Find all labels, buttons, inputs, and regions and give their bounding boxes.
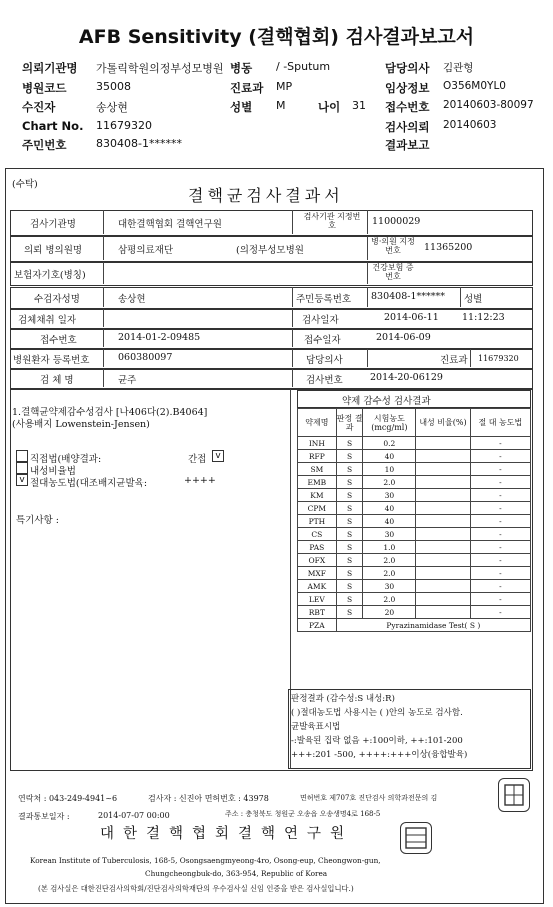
drug-cell: S: [336, 463, 363, 476]
absolute-method-checkbox: v: [16, 474, 28, 486]
dept-form-value: 11679320: [478, 354, 519, 363]
requesting-org-label: 의뢰기관명: [22, 61, 78, 75]
drug-cell: S: [336, 593, 363, 606]
drug-row: [298, 450, 531, 463]
drug-cell: -: [470, 450, 530, 463]
drug-row: [298, 554, 531, 567]
drug-cell: [416, 476, 470, 489]
proportion-method-checkbox: [16, 462, 28, 474]
drug-cell: S: [336, 437, 363, 450]
director-seal: [498, 778, 530, 812]
drug-cell: 40: [363, 502, 416, 515]
criteria-line5: +++:201 -500, ++++:+++이상(융합발육): [291, 750, 468, 760]
report-title: AFB Sensitivity (결핵협회) 검사결과보고서: [78, 26, 475, 48]
age-value: 31: [352, 99, 366, 112]
drug-cell: PTH: [298, 515, 337, 528]
exam-number-label: 검사번호: [306, 375, 343, 386]
drug-cell: SM: [298, 463, 337, 476]
drug-cell: [416, 541, 470, 554]
patient-value: 송상현: [96, 101, 128, 114]
drug-cell: EMB: [298, 476, 337, 489]
drug-header-result: 판정 결과: [336, 409, 363, 437]
footer-address-en2: Chungcheongbuk-do, 363-954, Republic of Korea: [145, 869, 328, 878]
dept-form-label: 진료과: [440, 355, 468, 366]
doctor-value: 김관형: [443, 62, 474, 74]
lab-value: 대한결핵협회 결핵연구원: [118, 219, 222, 230]
drug-cell: PAS: [298, 541, 337, 554]
drug-cell: S: [336, 450, 363, 463]
insurance-card-label: 건강보험 증번호: [372, 263, 414, 281]
accession-value: 20140603-80097: [443, 99, 534, 111]
drug-cell: -: [470, 515, 530, 528]
drug-cell: -: [470, 502, 530, 515]
drug-cell: S: [336, 567, 363, 580]
drug-row: [298, 567, 531, 580]
drug-cell: 1.0: [363, 541, 416, 554]
exam-date-value: 2014-06-11: [384, 312, 439, 323]
row-specimen: [10, 369, 533, 389]
criteria-line1: 판정결과 (감수성:S 내성:R): [291, 694, 395, 704]
doctor-label: 담당의사: [385, 61, 430, 75]
clinical-info-label: 임상정보: [385, 81, 430, 95]
patient-name-value: 송상현: [118, 294, 146, 305]
drug-header-resistance: 내성 비율(%): [416, 409, 470, 437]
drug-cell: -: [470, 476, 530, 489]
drug-cell: 30: [363, 528, 416, 541]
drug-row: [298, 606, 531, 619]
drug-susceptibility-table: [297, 408, 531, 632]
drug-row: [298, 541, 531, 554]
drug-cell: [416, 593, 470, 606]
lab-id-value: 11000029: [372, 216, 421, 227]
criteria-line4: -:발육된 집락 없음 +:100이하, ++:101-200: [291, 736, 463, 746]
drug-cell: [416, 463, 470, 476]
footer-examiner: 검사자 : 신진아 면허번호 : 43978: [148, 794, 269, 803]
exam-number-value: 2014-20-06129: [370, 372, 443, 383]
hospital-code-label: 병원코드: [22, 81, 67, 95]
drug-cell: S: [336, 502, 363, 515]
drug-cell: [416, 450, 470, 463]
drug-cell: -: [470, 437, 530, 450]
drug-cell: 30: [363, 489, 416, 502]
drug-cell: 40: [363, 450, 416, 463]
lab-id-label: 검사기관 지정번호: [303, 212, 361, 230]
hospital-number-label: 병원환자 등록번호: [13, 355, 90, 366]
sex-label: 성별: [230, 100, 253, 114]
sex-form-label: 성별: [464, 294, 483, 305]
proportion-method-label: 내성비율법: [30, 466, 76, 477]
drug-cell: S: [336, 528, 363, 541]
drug-cell: 20: [363, 606, 416, 619]
drug-cell: CPM: [298, 502, 337, 515]
drug-row: [298, 580, 531, 593]
exam-date-label: 검사일자: [302, 315, 339, 326]
drug-table-caption: 약제 감수성 검사결과: [342, 396, 431, 407]
pza-value: Pyrazinamidase Test( S ): [336, 619, 530, 632]
pza-label: PZA: [298, 619, 337, 632]
requester-label: 의뢰 병의원명: [24, 245, 83, 256]
drug-cell: -: [470, 528, 530, 541]
drug-cell: OFX: [298, 554, 337, 567]
drug-cell: S: [336, 606, 363, 619]
requester-value-2: (의정부성모병원: [236, 245, 304, 256]
footer-report-date-label: 결과통보일자 :: [18, 812, 70, 821]
drug-cell: [416, 567, 470, 580]
drug-cell: LEV: [298, 593, 337, 606]
rrn-form-value: 830408-1******: [371, 291, 446, 302]
drug-cell: S: [336, 580, 363, 593]
rrn-label: 주민번호: [22, 138, 67, 152]
drug-cell: 10: [363, 463, 416, 476]
collection-date-label: 검체채취 일자: [18, 315, 77, 326]
doctor-form-label: 담당의사: [306, 355, 343, 366]
chart-no-value: 11679320: [96, 119, 152, 132]
drug-cell: AMK: [298, 580, 337, 593]
footer-director: 면허번호 제707호 진단검사 의학과전문의 김: [300, 794, 438, 802]
drug-cell: 40: [363, 515, 416, 528]
age-label: 나이: [318, 100, 341, 114]
absolute-method-label: 절대농도법(대조배지균발육:: [30, 478, 148, 489]
drug-cell: S: [336, 476, 363, 489]
rrn-value: 830408-1******: [96, 137, 182, 150]
control-growth-value: ++++: [184, 475, 216, 486]
department-value: MP: [276, 80, 293, 93]
drug-cell: [416, 502, 470, 515]
drug-cell: -: [470, 606, 530, 619]
row-insurance: [10, 262, 533, 286]
drug-row: [298, 463, 531, 476]
specimen-value: 균주: [118, 375, 137, 386]
drug-cell: S: [336, 554, 363, 567]
report-form-title: 결핵균검사결과서: [188, 186, 344, 205]
chart-no-label: Chart No.: [22, 119, 84, 133]
lab-label: 검사기관명: [30, 219, 76, 230]
row-lab: [10, 210, 533, 236]
drug-cell: KM: [298, 489, 337, 502]
drug-cell: [416, 515, 470, 528]
accession-form-label: 접수번호: [40, 335, 77, 346]
drug-cell: INH: [298, 437, 337, 450]
specimen-label: 검 체 명: [40, 375, 74, 386]
sex-value: M: [276, 99, 286, 112]
clinical-info-value: O356M0YL0: [443, 80, 506, 92]
drug-cell: -: [470, 463, 530, 476]
drug-cell: -: [470, 567, 530, 580]
footer-address-kr: 주소 : 충청북도 청원군 오송읍 오송생명4로 168-5: [225, 810, 381, 818]
drug-row: [298, 437, 531, 450]
requester-id-value: 11365200: [424, 242, 473, 253]
drug-cell: -: [470, 489, 530, 502]
drug-cell: [416, 489, 470, 502]
request-date-value: 20140603: [443, 119, 497, 131]
requester-value: 삼평의료재단: [118, 245, 174, 256]
indirect-method-checkbox: v: [212, 450, 224, 462]
criteria-line3: 균발육표시법: [291, 722, 341, 732]
patient-label: 수진자: [22, 100, 56, 114]
insurance-label: 보험자기호(병칭): [14, 270, 86, 281]
test-method-line2: (사용배지 Lowenstein-Jensen): [12, 419, 150, 430]
drug-row: [298, 528, 531, 541]
institute-seal: [400, 822, 432, 854]
drug-cell: 2.0: [363, 593, 416, 606]
request-date-label: 검사의뢰: [385, 120, 430, 134]
drug-cell: 2.0: [363, 476, 416, 489]
drug-cell: -: [470, 580, 530, 593]
drug-cell: -: [470, 554, 530, 567]
drug-cell: [416, 528, 470, 541]
drug-cell: S: [336, 541, 363, 554]
drug-cell: RBT: [298, 606, 337, 619]
footer-report-date-value: 2014-07-07 00:00: [98, 811, 170, 820]
drug-row: [298, 476, 531, 489]
hospital-number-value: 060380097: [118, 352, 173, 363]
drug-cell: MXF: [298, 567, 337, 580]
accession-form-value: 2014-01-2-09485: [118, 332, 201, 343]
drug-cell: 2.0: [363, 567, 416, 580]
row-patient: [10, 287, 533, 309]
drug-cell: [416, 437, 470, 450]
footer-phone: 연락처 : 043-249-4941~6: [18, 794, 118, 803]
department-label: 진료과: [230, 81, 264, 95]
corner-tag: (수탁): [12, 179, 38, 190]
exam-time-value: 11:12:23: [462, 312, 505, 323]
footer-address-en1: Korean Institute of Tuberculosis, 168-5, Osongsaengmyeong-4ro, Osong-eup, Cheongwon-gun,: [30, 856, 381, 865]
hospital-code-value: 35008: [96, 80, 131, 93]
drug-row: [298, 502, 531, 515]
footer-cert-note: (본 검사실은 대한진단검사의학회/진단검사의학재단의 우수검사실 신임 인증을 받은 검사실입니다.): [38, 884, 354, 893]
drug-cell: [416, 606, 470, 619]
drug-cell: -: [470, 541, 530, 554]
ward-label: 병동: [230, 61, 253, 75]
drug-cell: S: [336, 489, 363, 502]
drug-cell: RFP: [298, 450, 337, 463]
drug-cell: 30: [363, 580, 416, 593]
indirect-method-label: 간접: [188, 454, 207, 465]
rrn-form-label: 주민등록번호: [296, 294, 352, 305]
drug-cell: -: [470, 593, 530, 606]
test-method-line1: 1.결핵균약제감수성검사 [나406다(2).B4064]: [12, 407, 208, 418]
drug-cell: [416, 580, 470, 593]
drug-cell: [416, 554, 470, 567]
drug-row: [298, 515, 531, 528]
patient-name-label: 수검자성명: [34, 294, 80, 305]
requesting-org-value: 가톨릭학원의정부성모병원: [96, 62, 224, 75]
received-date-label: 접수일자: [304, 335, 341, 346]
row-collection: [10, 309, 533, 329]
direct-method-checkbox: [16, 450, 28, 462]
drug-header-concentration: 시험농도 (mcg/ml): [363, 409, 416, 437]
drug-row: [298, 593, 531, 606]
drug-cell: S: [336, 515, 363, 528]
result-report-label: 결과보고: [385, 138, 430, 152]
direct-method-label: 직접법(배양결과:: [30, 454, 102, 465]
drug-cell: CS: [298, 528, 337, 541]
accession-label: 접수번호: [385, 100, 430, 114]
received-date-value: 2014-06-09: [376, 332, 431, 343]
criteria-line2: ( )절대농도법 사용시는 ( )안의 농도로 검사함.: [291, 708, 463, 718]
drug-header-absolute: 절 대 농도법: [470, 409, 530, 437]
ward-value: / -Sputum: [276, 60, 331, 73]
requester-id-label: 병·의원 지정번호: [371, 237, 415, 255]
remarks-label: 특기사항 :: [16, 515, 59, 526]
drug-cell: 2.0: [363, 554, 416, 567]
drug-header-name: 약제명: [298, 409, 337, 437]
row-accession: [10, 329, 533, 349]
drug-cell: 0.2: [363, 437, 416, 450]
footer-institute-name: 대한결핵협회결핵연구원: [100, 826, 354, 842]
drug-row: [298, 489, 531, 502]
